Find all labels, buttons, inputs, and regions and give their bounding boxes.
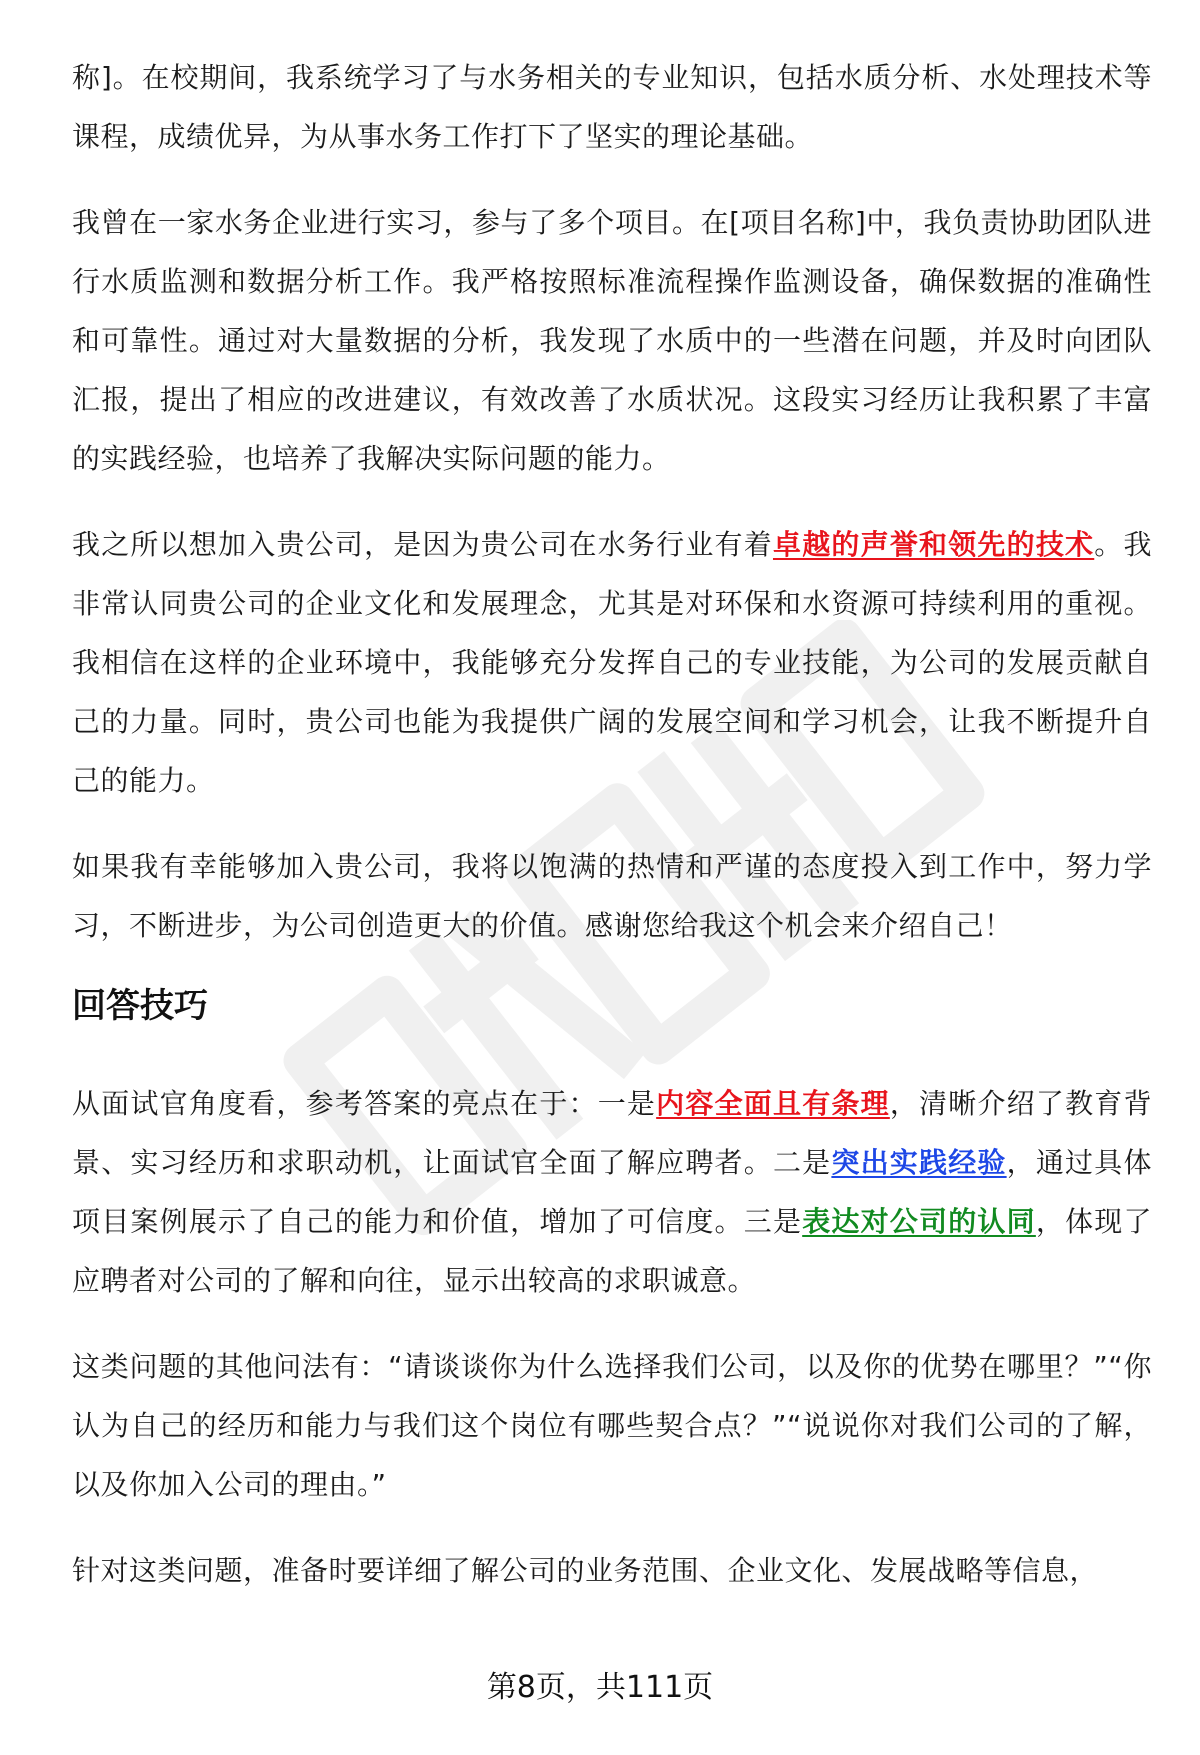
paragraph-text: 称]。在校期间，我系统学习了与水务相关的专业知识，包括水质分析、水处理技术等课程，成绩优异，为从事水务工作打下了坚实的理论基础。 [72, 61, 1152, 153]
highlight-green: 表达对公司的认同 [802, 1205, 1036, 1238]
paragraph-text: 如果我有幸能够加入贵公司，我将以饱满的热情和严谨的态度投入到工作中，努力学习，不断进步，为公司创造更大的价值。感谢您给我这个机会来介绍自己！ [72, 850, 1152, 942]
paragraph-text: ，通过具体项目案例展示了自己的能力和价值，增加了可信度。三是 [72, 1146, 1152, 1238]
paragraph [72, 193, 1152, 488]
paragraph-text: ，体现了应聘者对公司的了解和向往，显示出较高的求职诚意。 [72, 1205, 1152, 1297]
paragraph [72, 515, 1152, 810]
paragraph-text: 我之所以想加入贵公司，是因为贵公司在水务行业有着 [72, 528, 773, 561]
paragraph [72, 837, 1152, 955]
paragraph [72, 48, 1152, 166]
paragraph [72, 1337, 1152, 1514]
paragraph [72, 1074, 1152, 1310]
highlight-red: 内容全面且有条理 [656, 1087, 890, 1120]
paragraph-text: ，清晰介绍了教育背景、实习经历和求职动机，让面试官全面了解应聘者。二是 [72, 1087, 1152, 1179]
highlight-blue: 突出实践经验 [831, 1146, 1007, 1179]
paragraph-text: 从面试官角度看，参考答案的亮点在于：一是 [72, 1087, 657, 1120]
paragraph [72, 1541, 1152, 1600]
tips-body [72, 1074, 1152, 1600]
page-number: 第8页，共111页 [486, 1670, 714, 1705]
paragraph-text: 针对这类问题，准备时要详细了解公司的业务范围、企业文化、发展战略等信息， [72, 1554, 1099, 1587]
paragraph-text: 这类问题的其他问法有：“请谈谈你为什么选择我们公司，以及你的优势在哪里？”“你认为自己的经历和能力与我们这个岗位有哪些契合点？”“说说你对我们公司的了解，以及你加入公司的理由。” [72, 1350, 1152, 1501]
document-page [72, 48, 1152, 1627]
paragraph-text: 。我非常认同贵公司的企业文化和发展理念，尤其是对环保和水资源可持续利用的重视。我相信在这样的企业环境中，我能够充分发挥自己的专业技能，为公司的发展贡献自己的力量。同时，贵公司也能为我提供广阔的发展空间和学习机会，让我不断提升自己的能力。 [72, 528, 1152, 797]
highlight-red: 卓越的声誉和领先的技术 [772, 528, 1095, 561]
document-body [72, 48, 1152, 955]
section-heading: 回答技巧 [72, 986, 208, 1026]
paragraph-text: 我曾在一家水务企业进行实习，参与了多个项目。在[项目名称]中，我负责协助团队进行水质监测和数据分析工作。我严格按照标准流程操作监测设备，确保数据的准确性和可靠性。通过对大量数据的分析，我发现了水质中的一些潜在问题，并及时向团队汇报，提出了相应的改进建议，有效改善了水质状况。这段实习经历让我积累了丰富的实践经验，也培养了我解决实际问题的能力。 [72, 206, 1152, 475]
